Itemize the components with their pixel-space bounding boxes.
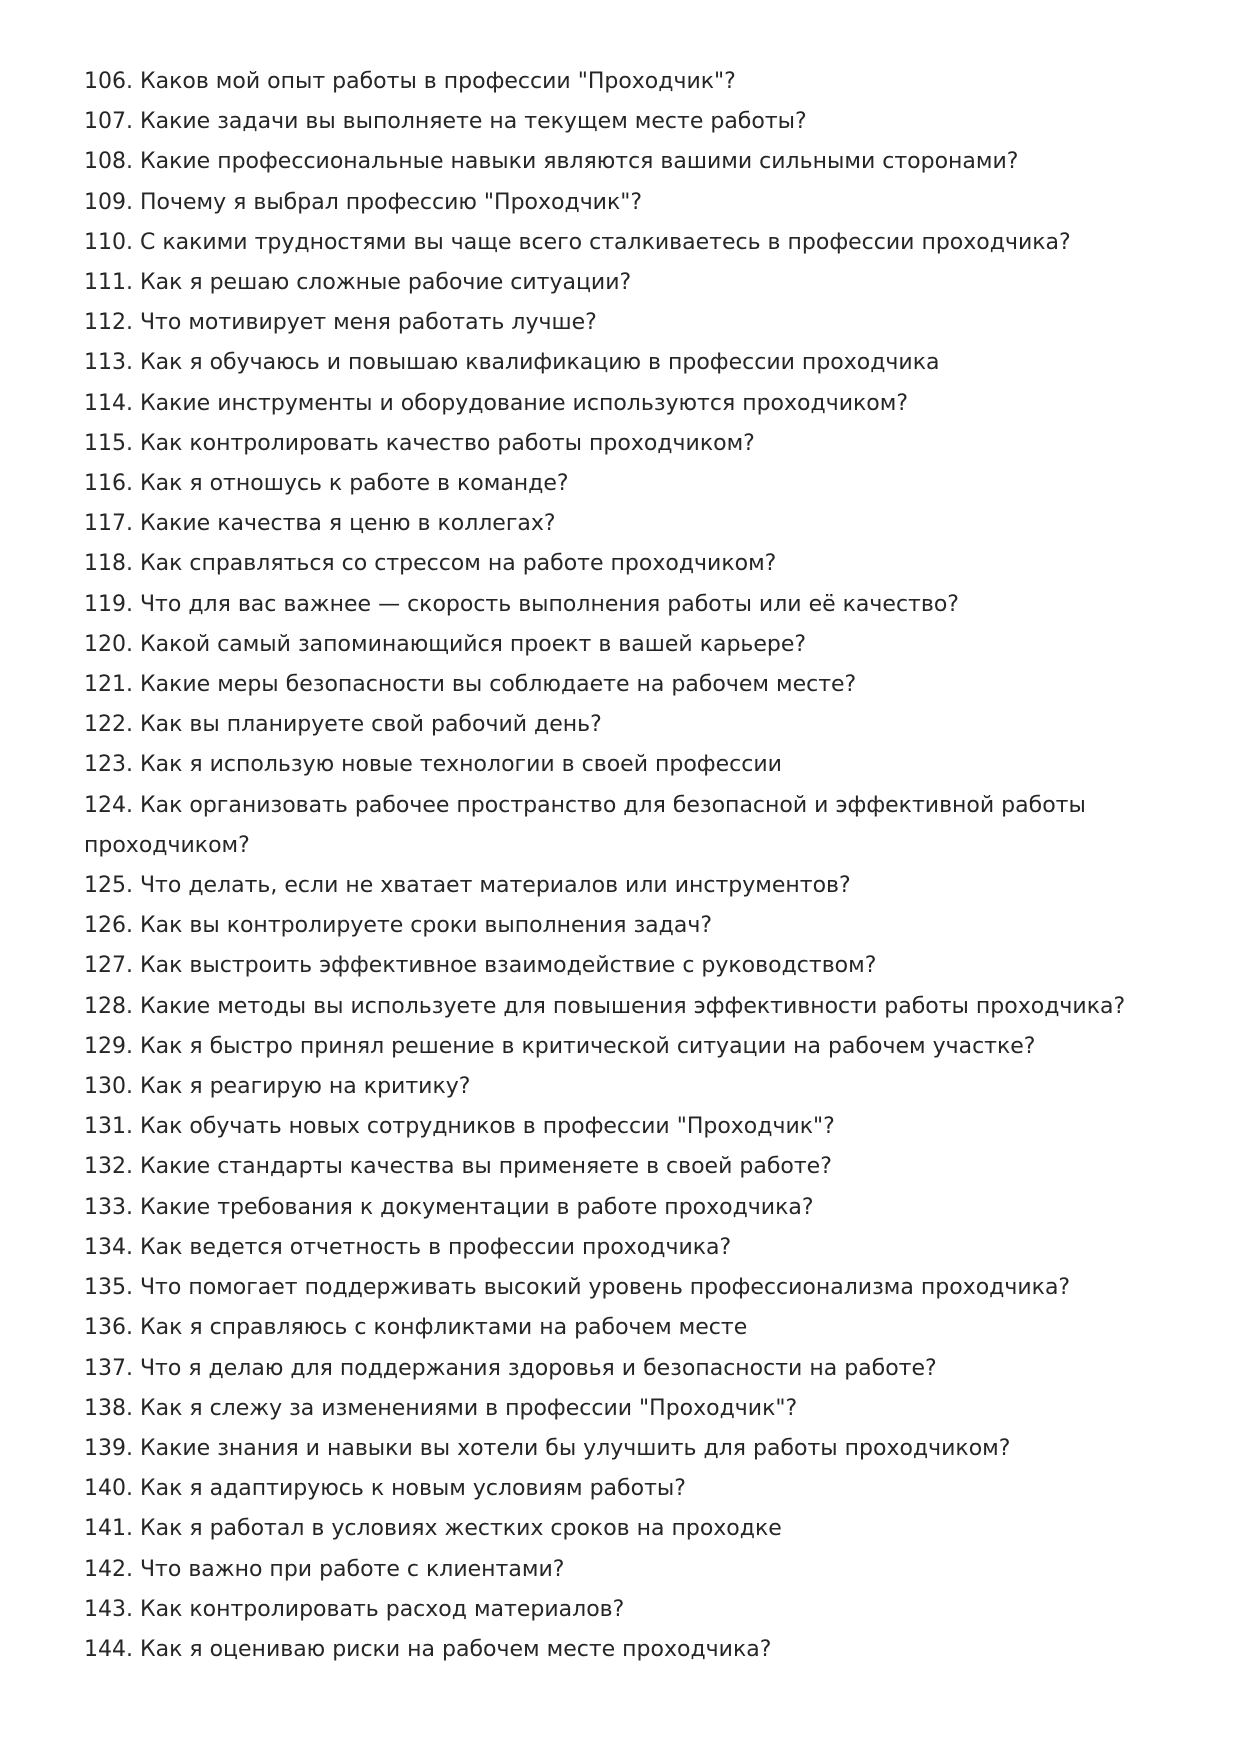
question-item: 130. Как я реагирую на критику? (84, 1074, 471, 1100)
question-item: 106. Каков мой опыт работы в профессии "Проходчик"? (84, 69, 736, 94)
question-item: 126. Как вы контролируете сроки выполнения задач? (84, 913, 712, 939)
question-item: 123. Как я использую новые технологии в своей профессии (84, 752, 782, 778)
question-item: 143. Как контролировать расход материалов? (84, 1596, 625, 1622)
question-item: 137. Что я делаю для поддержания здоровья и безопасности на работе? (84, 1355, 937, 1381)
question-item: 118. Как справляться со стрессом на работе проходчиком? (84, 551, 777, 577)
question-item: 136. Как я справляюсь с конфликтами на рабочем месте (84, 1315, 748, 1341)
question-item: 127. Как выстроить эффективное взаимодействие с руководством? (84, 953, 877, 979)
question-item: 132. Какие стандарты качества вы применяете в своей работе? (84, 1154, 832, 1180)
question-item: 117. Какие качества я ценю в коллегах? (84, 511, 556, 537)
question-item: 114. Какие инструменты и оборудование используются проходчиком? (84, 390, 909, 416)
question-item: 116. Как я отношусь к работе в команде? (84, 471, 569, 497)
question-item: 128. Какие методы вы используете для повышения эффективности работы проходчика? (84, 993, 1126, 1019)
question-item: 111. Как я решаю сложные рабочие ситуации? (84, 270, 632, 296)
question-item: 133. Какие требования к документации в работе проходчика? (84, 1194, 814, 1220)
question-item: 113. Как я обучаюсь и повышаю квалификацию в профессии проходчика (84, 350, 940, 376)
question-item: 109. Почему я выбрал профессию "Проходчик"? (84, 189, 643, 215)
question-item: 108. Какие профессиональные навыки являются вашими сильными сторонами? (84, 149, 1019, 175)
question-item: 115. Как контролировать качество работы проходчиком? (84, 430, 755, 456)
question-item: 121. Какие меры безопасности вы соблюдаете на рабочем месте? (84, 672, 857, 698)
question-item: 125. Что делать, если не хватает материалов или инструментов? (84, 873, 851, 899)
question-item: 142. Что важно при работе с клиентами? (84, 1556, 565, 1582)
question-item: 140. Как я адаптируюсь к новым условиям работы? (84, 1476, 686, 1502)
question-item: 141. Как я работал в условиях жестких сроков на проходке (84, 1516, 782, 1542)
question-item: 124. Как организовать рабочее пространство для безопасной и эффективной работы проходчиком? (84, 792, 1086, 858)
question-item: 138. Как я слежу за изменениями в профессии "Проходчик"? (84, 1395, 798, 1421)
question-item: 131. Как обучать новых сотрудников в профессии "Проходчик"? (84, 1114, 835, 1140)
question-item: 144. Как я оцениваю риски на рабочем месте проходчика? (84, 1636, 772, 1662)
question-item: 112. Что мотивирует меня работать лучше? (84, 310, 597, 336)
question-item: 119. Что для вас важнее — скорость выполнения работы или её качество? (84, 591, 959, 617)
question-item: 129. Как я быстро принял решение в критической ситуации на рабочем участке? (84, 1033, 1036, 1059)
question-list (84, 62, 1144, 1670)
question-item: 122. Как вы планируете свой рабочий день? (84, 712, 602, 738)
question-item: 135. Что помогает поддерживать высокий уровень профессионализма проходчика? (84, 1275, 1071, 1301)
question-item: 120. Какой самый запоминающийся проект в вашей карьере? (84, 631, 807, 657)
question-item: 107. Какие задачи вы выполняете на текущем месте работы? (84, 109, 807, 135)
question-item: 110. С какими трудностями вы чаще всего сталкиваетесь в профессии проходчика? (84, 229, 1071, 255)
question-item: 139. Какие знания и навыки вы хотели бы улучшить для работы проходчиком? (84, 1435, 1011, 1461)
question-item: 134. Как ведется отчетность в профессии проходчика? (84, 1234, 732, 1260)
